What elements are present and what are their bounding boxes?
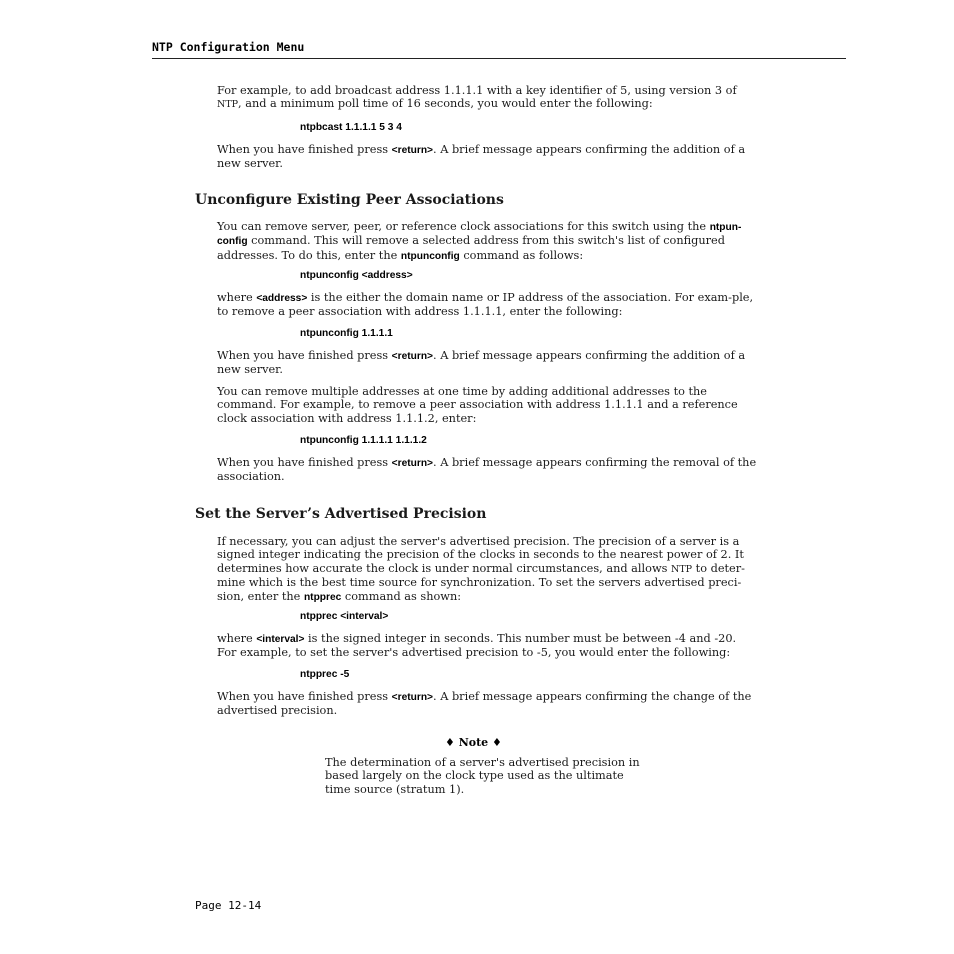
ntp-acronym: NTP [671, 563, 693, 575]
return-key: <return> [391, 351, 434, 362]
precision-paragraph-1: If necessary, you can adjust the server's advertised precision. The precision of a server is a signed integer indicating the precision of the clocks in seconds to the nearest power of 2. It determines how accurate the clock is under normal circumstances, and allows NTP to deter-mine which is the best time source for synchronization. To set the servers advertised preci-sion, enter the ntpprec command as shown: [217, 535, 745, 603]
precision-paragraph-2: where <interval> is the signed integer in seconds. This number must be between -4 and -20. For example, to set the server's advertised precision to -5, you would enter the following: [217, 632, 737, 660]
unconfigure-paragraph-5: When you have finished press <return>. A brief message appears confirming the removal of the association. [217, 456, 757, 484]
ntp-acronym: NTP [217, 99, 239, 111]
command-ntpprec-value: ntpprec -5 [300, 669, 350, 680]
interval-keyword: <interval> [256, 634, 305, 645]
return-key: <return> [391, 458, 434, 469]
running-header: NTP Configuration Menu [152, 40, 305, 54]
unconfigure-paragraph-4: You can remove multiple addresses at one time by adding additional addresses to the command. For example, to remove a peer association with address 1.1.1.1 and a reference clock association with address 1.1.1.2, enter: [217, 385, 738, 425]
command-ntpunconfig-single: ntpunconfig 1.1.1.1 [300, 328, 393, 339]
heading-precision: Set the Server’s Advertised Precision [195, 506, 487, 522]
unconfigure-paragraph-1: You can remove server, peer, or reference clock associations for this switch using the ntpun-config command. This will remove a selected address from this switch's list of configured addresses. To do this, enter the ntpunconfig command as follows: [217, 220, 742, 262]
header-rule [152, 58, 846, 59]
precision-paragraph-3: When you have finished press <return>. A brief message appears confirming the change of the advertised precision. [217, 690, 752, 718]
return-key: <return> [391, 692, 434, 703]
command-ntpunconfig-multiple: ntpunconfig 1.1.1.1 1.1.1.2 [300, 435, 427, 446]
ntpprec-keyword: ntpprec [303, 591, 342, 603]
return-key: <return> [391, 145, 434, 156]
unconfigure-paragraph-3: When you have finished press <return>. A brief message appears confirming the addition of a new server. [217, 349, 746, 377]
page-number: Page 12-14 [195, 899, 262, 912]
command-ntpprec-interval: ntpprec <interval> [300, 611, 389, 622]
ntpunconfig-keyword: ntpunconfig [400, 250, 460, 262]
note-text: The determination of a server's advertised precision in based largely on the clock type used as the ultimate time source (stratum 1). [325, 756, 640, 796]
intro-return-paragraph: When you have finished press <return>. A brief message appears confirming the addition of a new server. [217, 143, 746, 171]
intro-paragraph: For example, to add broadcast address 1.1.1.1 with a key identifier of 5, using version 3 of NTP, and a minimum poll time of 16 seconds, you would enter the following: [217, 84, 737, 111]
address-keyword: <address> [256, 293, 308, 304]
command-ntpunconfig-address: ntpunconfig <address> [300, 270, 413, 281]
note-title: ♦ Note ♦ [445, 736, 502, 749]
command-ntpbcast: ntpbcast 1.1.1.1 5 3 4 [300, 122, 402, 133]
unconfigure-paragraph-2: where <address> is the either the domain name or IP address of the association. For exam-ple, to remove a peer association with address 1.1.1.1, enter the following: [217, 291, 754, 319]
heading-unconfigure: Unconfigure Existing Peer Associations [195, 192, 504, 208]
ntpunconfig-keyword: ntpun-config [217, 222, 742, 248]
